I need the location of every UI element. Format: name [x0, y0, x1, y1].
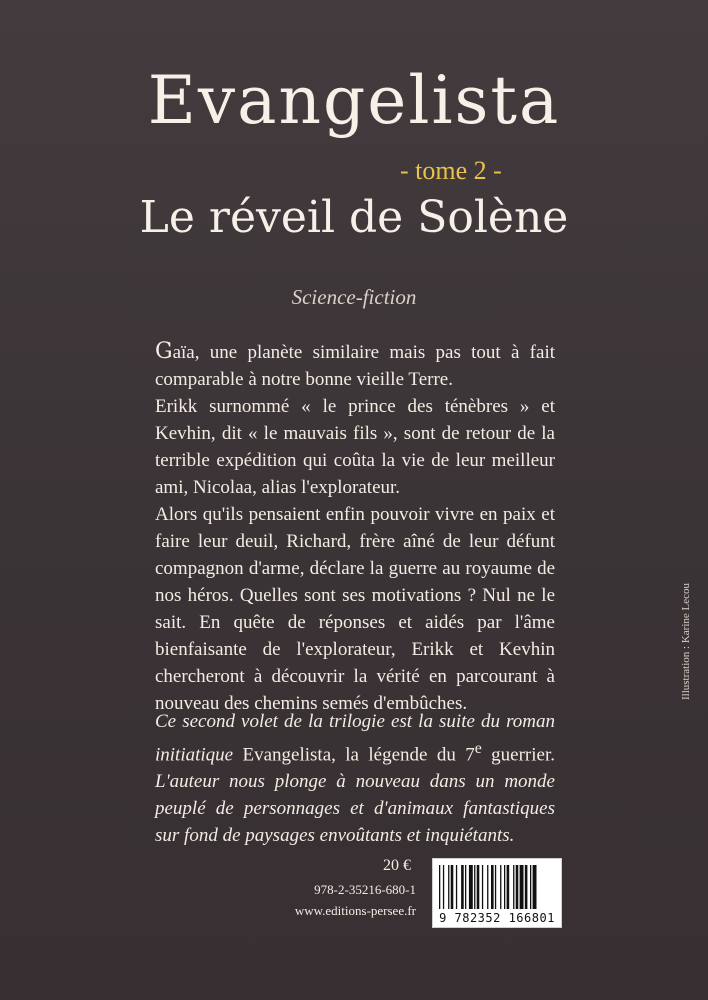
summary-paragraph-3: Alors qu'ils pensaient enfin pouvoir vivre en paix et faire leur deuil, Richard, frère aîné de leur défunt compagnon d'arme, déclare la guerre au royaume de nos héros. Quelles sont ses motivations ? Nul ne le sait. En quête de réponses et aidés par l'âme bienfaisante de l'explorateur, Erikk et Kevhin chercheront à découvrir la vérité en parcourant à nouveau des chemins semés d'embûches. [155, 504, 555, 714]
isbn-label: 978-2-35216-680-1 [314, 882, 416, 897]
barcode-bar [465, 865, 466, 909]
illustration-credit: Illustration : Karine Lecou [680, 583, 692, 700]
barcode-bar [507, 865, 510, 909]
summary-paragraph-1 [155, 338, 555, 393]
volume-label: - tome 2 - [400, 156, 502, 185]
barcode-bar [513, 865, 514, 909]
blurb-part-1: Ce second volet de la trilogie est la suite du roman initiatique [155, 711, 555, 766]
barcode-bar [491, 865, 494, 909]
barcode-bar [451, 865, 454, 909]
drop-cap: G [155, 339, 173, 364]
barcode-bar [443, 865, 444, 909]
barcode-bar [530, 865, 531, 909]
barcode [432, 858, 562, 928]
barcode-bars [439, 865, 555, 909]
barcode-bar [516, 865, 519, 909]
book-title: Evangelista [147, 62, 561, 139]
blurb-part-4: L'auteur nous plonge à nouveau dans un monde peuplé de personnages et d'animaux fantastiques sur fond de paysages envoûtants et inquiétants. [155, 771, 555, 847]
book-subtitle: Le réveil de Solène [139, 192, 569, 243]
price-label: 20 € [383, 857, 411, 874]
genre-label: Science-fiction [291, 285, 417, 309]
blurb-part-3: guerrier. [481, 744, 555, 766]
publisher-url: www.editions-persee.fr [294, 903, 416, 918]
barcode-bar [533, 865, 537, 909]
barcode-bar [495, 865, 496, 909]
summary-text [155, 338, 555, 717]
blurb-paragraph [155, 708, 555, 849]
barcode-bar [525, 865, 528, 909]
summary-paragraph-1-text: aïa, une planète similaire mais pas tout à fait comparable à notre bonne vieille Terre. [155, 342, 555, 390]
barcode-bar [504, 865, 505, 909]
barcode-bar [439, 865, 440, 909]
barcode-bar [448, 865, 449, 909]
barcode-bar [500, 865, 501, 909]
barcode-bar [520, 865, 524, 909]
blurb-superscript: e [474, 740, 482, 757]
barcode-bar [469, 865, 473, 909]
blurb-part-2: Evangelista, la légende du 7 [233, 744, 475, 766]
barcode-bar [456, 865, 457, 909]
barcode-bar [482, 865, 483, 909]
blurb-text [155, 708, 555, 849]
barcode-bar [477, 865, 480, 909]
barcode-bar [487, 865, 488, 909]
barcode-digits: 9 782352 166801 [439, 911, 555, 925]
barcode-bar [461, 865, 464, 909]
summary-paragraph-2: Erikk surnommé « le prince des ténèbres » et Kevhin, dit « le mauvais fils », sont de retour de la terrible expédition qui coûta la vie de leur meilleur ami, Nicolaa, alias l'explorateur. [155, 396, 555, 498]
barcode-bar [474, 865, 475, 909]
